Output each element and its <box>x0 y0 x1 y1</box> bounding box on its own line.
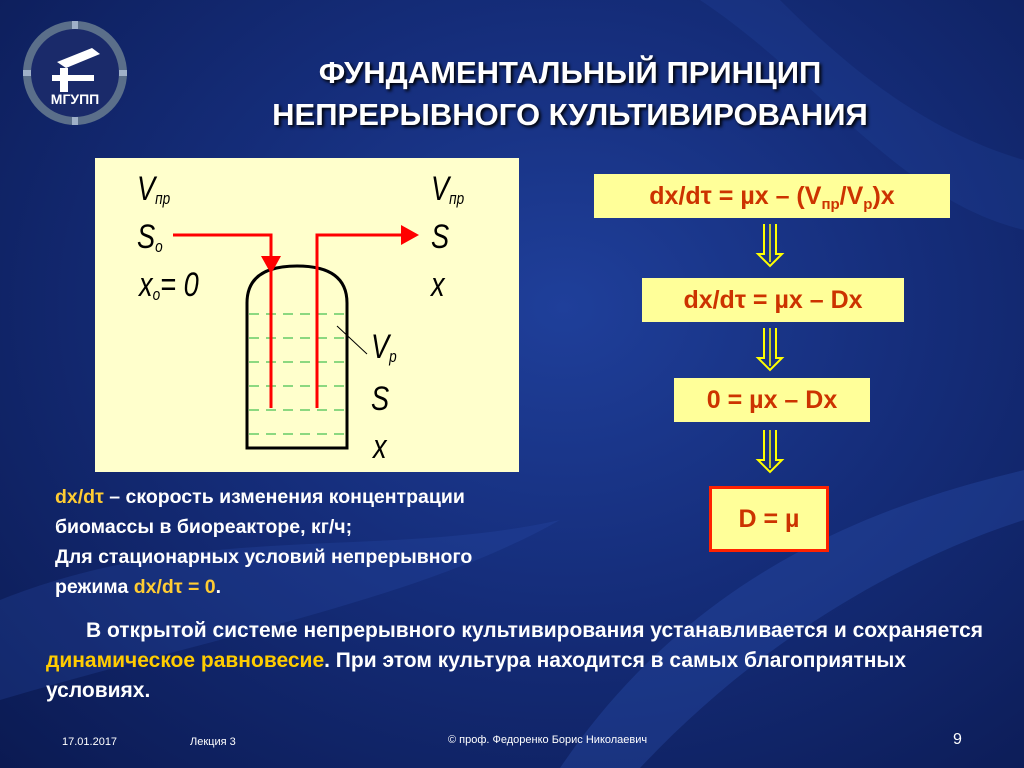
footer-date: 17.01.2017 <box>62 736 118 748</box>
liquid-level-lines <box>249 314 345 434</box>
definition-text <box>55 482 635 602</box>
outlet-arrowhead <box>401 225 419 245</box>
definition-line-3: Для стационарных условий непрерывного <box>55 546 473 568</box>
reactor-volume-label: $V_р$ <box>371 328 397 366</box>
footer-lecture: Лекция 3 <box>190 736 236 748</box>
double-down-arrow-icon <box>755 326 785 372</box>
vessel-outline <box>247 266 347 448</box>
formula-result: D = µ <box>709 486 829 552</box>
formula-steady-state-equation: 0 = µx – Dx <box>674 378 870 422</box>
definition-line-1: dx/dτ – скорость изменения концентрации <box>55 486 465 508</box>
outlet-flow-label: $V_{пр}$ <box>431 170 465 208</box>
reactor-biomass-label: x <box>373 428 387 466</box>
formula-balance-equation: $dx/d\tau = \mu x - (V_{пр}/V_р)x$ <box>594 174 950 218</box>
double-down-arrow-icon <box>755 222 785 268</box>
footer-author: © проф. Федоренко Борис Николаевич <box>448 734 648 746</box>
inlet-substrate-label: $S_o$ <box>137 218 163 256</box>
formula-dilution-equation: dx/dτ = µx – Dx <box>642 278 904 322</box>
page-number: 9 <box>953 731 962 748</box>
inlet-flow-arrow <box>173 235 271 408</box>
outlet-substrate-label: S <box>431 218 450 256</box>
conclusion-paragraph: В открытой системе непрерывного культивирования устанавливается и сохраняется динамическое равновесие. При этом культура находится в самых благоприятных условиях. <box>46 619 984 702</box>
reactor-leader-line <box>337 326 367 354</box>
definition-line-2: биомассы в биореакторе, кг/ч; <box>55 516 353 538</box>
bioreactor-diagram <box>95 158 519 472</box>
definition-line-4: режима dx/dτ = 0. <box>55 576 222 598</box>
double-down-arrow-icon <box>755 428 785 474</box>
inlet-flow-label: $V_{пр}$ <box>137 170 171 208</box>
title-line-2: НЕПРЕРЫВНОГО КУЛЬТИВИРОВАНИЯ <box>272 97 868 132</box>
outlet-flow-arrow <box>317 235 405 408</box>
outlet-biomass-label: x <box>431 266 445 304</box>
reactor-substrate-label: S <box>371 380 390 418</box>
logo-text: МГУПП <box>50 91 100 107</box>
university-logo <box>22 20 128 126</box>
slide-title <box>200 52 940 136</box>
inlet-biomass-label: $x_o= 0$ <box>139 266 199 304</box>
title-line-1: ФУНДАМЕНТАЛЬНЫЙ ПРИНЦИП <box>318 55 822 90</box>
